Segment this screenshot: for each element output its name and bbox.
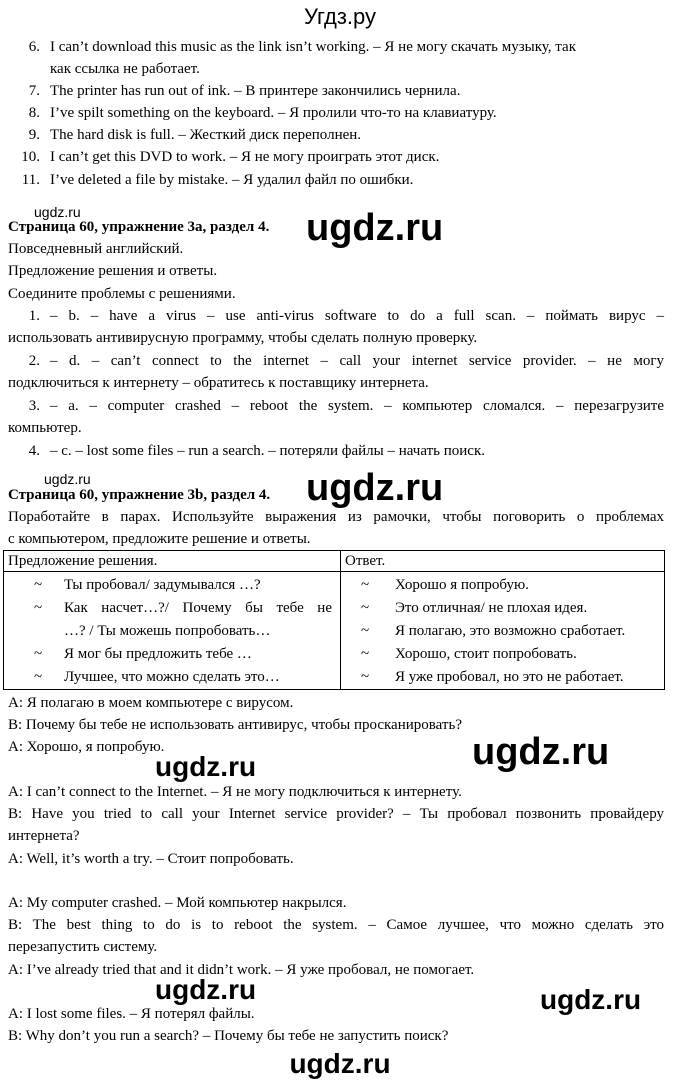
- table-header-cell: Предложение решения.: [4, 551, 341, 572]
- table-header-row: [4, 551, 665, 572]
- list-item: [0, 350, 680, 394]
- dialogue-line: A: I lost some files. – Я потерял файлы.: [8, 1006, 255, 1022]
- phrases-table: [3, 550, 665, 690]
- watermark-large: ugdz.ru: [472, 731, 610, 773]
- dialogue-line: B: Почему бы тебе не использовать антивирус, чтобы просканировать?: [8, 717, 462, 733]
- dialogue-line: A: I can’t connect to the Internet. – Я не могу подключиться к интернету.: [8, 784, 462, 800]
- watermark-large: ugdz.ru: [306, 207, 444, 249]
- tilde-bullet: ~: [361, 577, 370, 593]
- list-item-number: 9.: [28, 127, 40, 143]
- suggestion-text-continued: …? / Ты можешь попробовать…: [64, 623, 271, 639]
- watermark-small: ugdz.ru: [34, 204, 81, 220]
- section-intro-line: Поработайте в парах. Используйте выражения из рамочки, чтобы поговорить о проблемах: [8, 509, 664, 525]
- list-item-text: – c. – lost some files – run a search. – потеряли файлы – начать поиск.: [50, 443, 485, 459]
- list-item: [345, 574, 660, 597]
- section-intro-line: с компьютером, предложите решение и ответы.: [8, 531, 311, 547]
- table-cell-suggestions: [4, 572, 341, 690]
- list-item-text: I’ve deleted a file by mistake. – Я удалил файл по ошибки.: [50, 172, 414, 188]
- list-item-text: I can’t download this music as the link isn’t working. – Я не могу скачать музыку, так: [50, 39, 576, 55]
- list-item-number: 1.: [28, 308, 40, 324]
- list-item-number: 4.: [28, 443, 40, 459]
- dialogue-line: A: Хорошо, я попробую.: [8, 739, 165, 755]
- list-item-text: – d. – can’t connect to the internet – call your internet service provider. – не могу: [50, 353, 664, 369]
- tilde-bullet: ~: [361, 623, 370, 639]
- dialogue-line: перезапустить систему.: [8, 939, 158, 955]
- watermark-small: ugdz.ru: [44, 471, 91, 487]
- list-item-text: – b. – have a virus – use anti-virus software to do a full scan. – поймать вирус –: [50, 308, 664, 324]
- site-title: Угдз.ру: [303, 4, 377, 29]
- dialogue-line: B: The best thing to do is to reboot the system. – Самое лучшее, что можно сделать это: [8, 917, 664, 933]
- list-item: [345, 643, 660, 666]
- response-text: Хорошо я попробую.: [395, 577, 529, 593]
- watermark-large: ugdz.ru: [306, 467, 444, 509]
- dialogue-line: A: I’ve already tried that and it didn’t work. – Я уже пробовал, не помогает.: [8, 962, 475, 978]
- tilde-bullet: ~: [361, 600, 370, 616]
- list-item: [0, 395, 680, 439]
- watermark-medium: ugdz.ru: [540, 984, 642, 1015]
- dialogue-line: B: Why don’t you run a search? – Почему бы тебе не запустить поиск?: [8, 1028, 449, 1044]
- list-item: [0, 102, 680, 124]
- list-item: [8, 666, 336, 689]
- suggestion-text: Ты пробовал/ задумывался …?: [64, 577, 261, 593]
- table-cell-responses: [341, 572, 665, 690]
- list-item: [0, 146, 680, 168]
- tilde-bullet: ~: [34, 646, 43, 662]
- section-intro-line: Повседневный английский.: [8, 241, 184, 257]
- watermark-medium: ugdz.ru: [289, 1048, 391, 1079]
- list-item-number: 6.: [28, 39, 40, 55]
- list-item-text-continued: как ссылка не работает.: [50, 61, 200, 77]
- list-item: [0, 440, 680, 462]
- list-item: [0, 124, 680, 146]
- tilde-bullet: ~: [361, 646, 370, 662]
- list-item-number: 10.: [21, 149, 40, 165]
- section-intro-line: Соедините проблемы с решениями.: [8, 286, 236, 302]
- list-item-number: 7.: [28, 83, 40, 99]
- response-text: Я полагаю, это возможно сработает.: [395, 623, 626, 639]
- list-item: [0, 80, 680, 102]
- list-item-number: 3.: [28, 398, 40, 414]
- section-heading-3b: Страница 60, упражнение 3b, раздел 4.: [8, 487, 271, 503]
- list-item: [0, 169, 680, 191]
- list-item-text: – a. – computer crashed – reboot the system. – компьютер сломался. – перезагрузите: [50, 398, 664, 414]
- section-heading-3a: Страница 60, упражнение 3a, раздел 4.: [8, 219, 270, 235]
- list-item: [345, 620, 660, 643]
- list-item-number: 8.: [28, 105, 40, 121]
- dialogue-line: A: Well, it’s worth a try. – Стоит попробовать.: [8, 851, 294, 867]
- list-item-text: The hard disk is full. – Жесткий диск переполнен.: [50, 127, 362, 143]
- list-item-text: The printer has run out of ink. – В принтере закончились чернила.: [50, 83, 461, 99]
- response-text: Это отличная/ не плохая идея.: [395, 600, 588, 616]
- list-item: [0, 36, 680, 80]
- table-row: [4, 572, 665, 690]
- list-item-number: 11.: [21, 172, 40, 188]
- table-header-cell: Ответ.: [341, 551, 665, 572]
- tilde-bullet: ~: [361, 669, 370, 685]
- dialogue-line: B: Have you tried to call your Internet service provider? – Ты пробовал позвонить провайдеру: [8, 806, 664, 822]
- list-item: [345, 666, 660, 689]
- response-text: Хорошо, стоит попробовать.: [395, 646, 577, 662]
- list-item-text-continued: использовать антивирусную программу, чтобы сделать полную проверку.: [8, 330, 478, 346]
- list-item: [8, 597, 336, 620]
- list-item: [8, 643, 336, 666]
- dialogue-line: интернета?: [8, 828, 80, 844]
- response-text: Я уже пробовал, но это не работает.: [395, 669, 624, 685]
- list-item-text: I’ve spilt something on the keyboard. – Я пролили что-то на клавиатуру.: [50, 105, 497, 121]
- list-item: [0, 305, 680, 349]
- list-item: [8, 574, 336, 597]
- watermark-medium: ugdz.ru: [155, 751, 257, 782]
- tilde-bullet: ~: [34, 669, 43, 685]
- list-item-text: I can’t get this DVD to work. – Я не могу проиграть этот диск.: [50, 149, 440, 165]
- suggestion-text: Лучшее, что можно сделать это…: [64, 669, 280, 685]
- list-item: [345, 597, 660, 620]
- suggestion-text: Как насчет…?/ Почему бы тебе не: [64, 600, 332, 616]
- tilde-bullet: ~: [34, 600, 43, 616]
- list-item-text-continued: подключиться к интернету – обратитесь к поставщику интернета.: [8, 375, 429, 391]
- watermark-medium: ugdz.ru: [155, 974, 257, 1005]
- list-item-continued: [8, 620, 336, 643]
- suggestion-text: Я мог бы предложить тебе …: [64, 646, 252, 662]
- tilde-bullet: ~: [34, 577, 43, 593]
- dialogue-line: A: Я полагаю в моем компьютере с вирусом.: [8, 695, 294, 711]
- dialogue-line: A: My computer crashed. – Мой компьютер накрылся.: [8, 895, 347, 911]
- list-item-text-continued: компьютер.: [8, 420, 82, 436]
- section-intro-line: Предложение решения и ответы.: [8, 263, 218, 279]
- list-item-number: 2.: [28, 353, 40, 369]
